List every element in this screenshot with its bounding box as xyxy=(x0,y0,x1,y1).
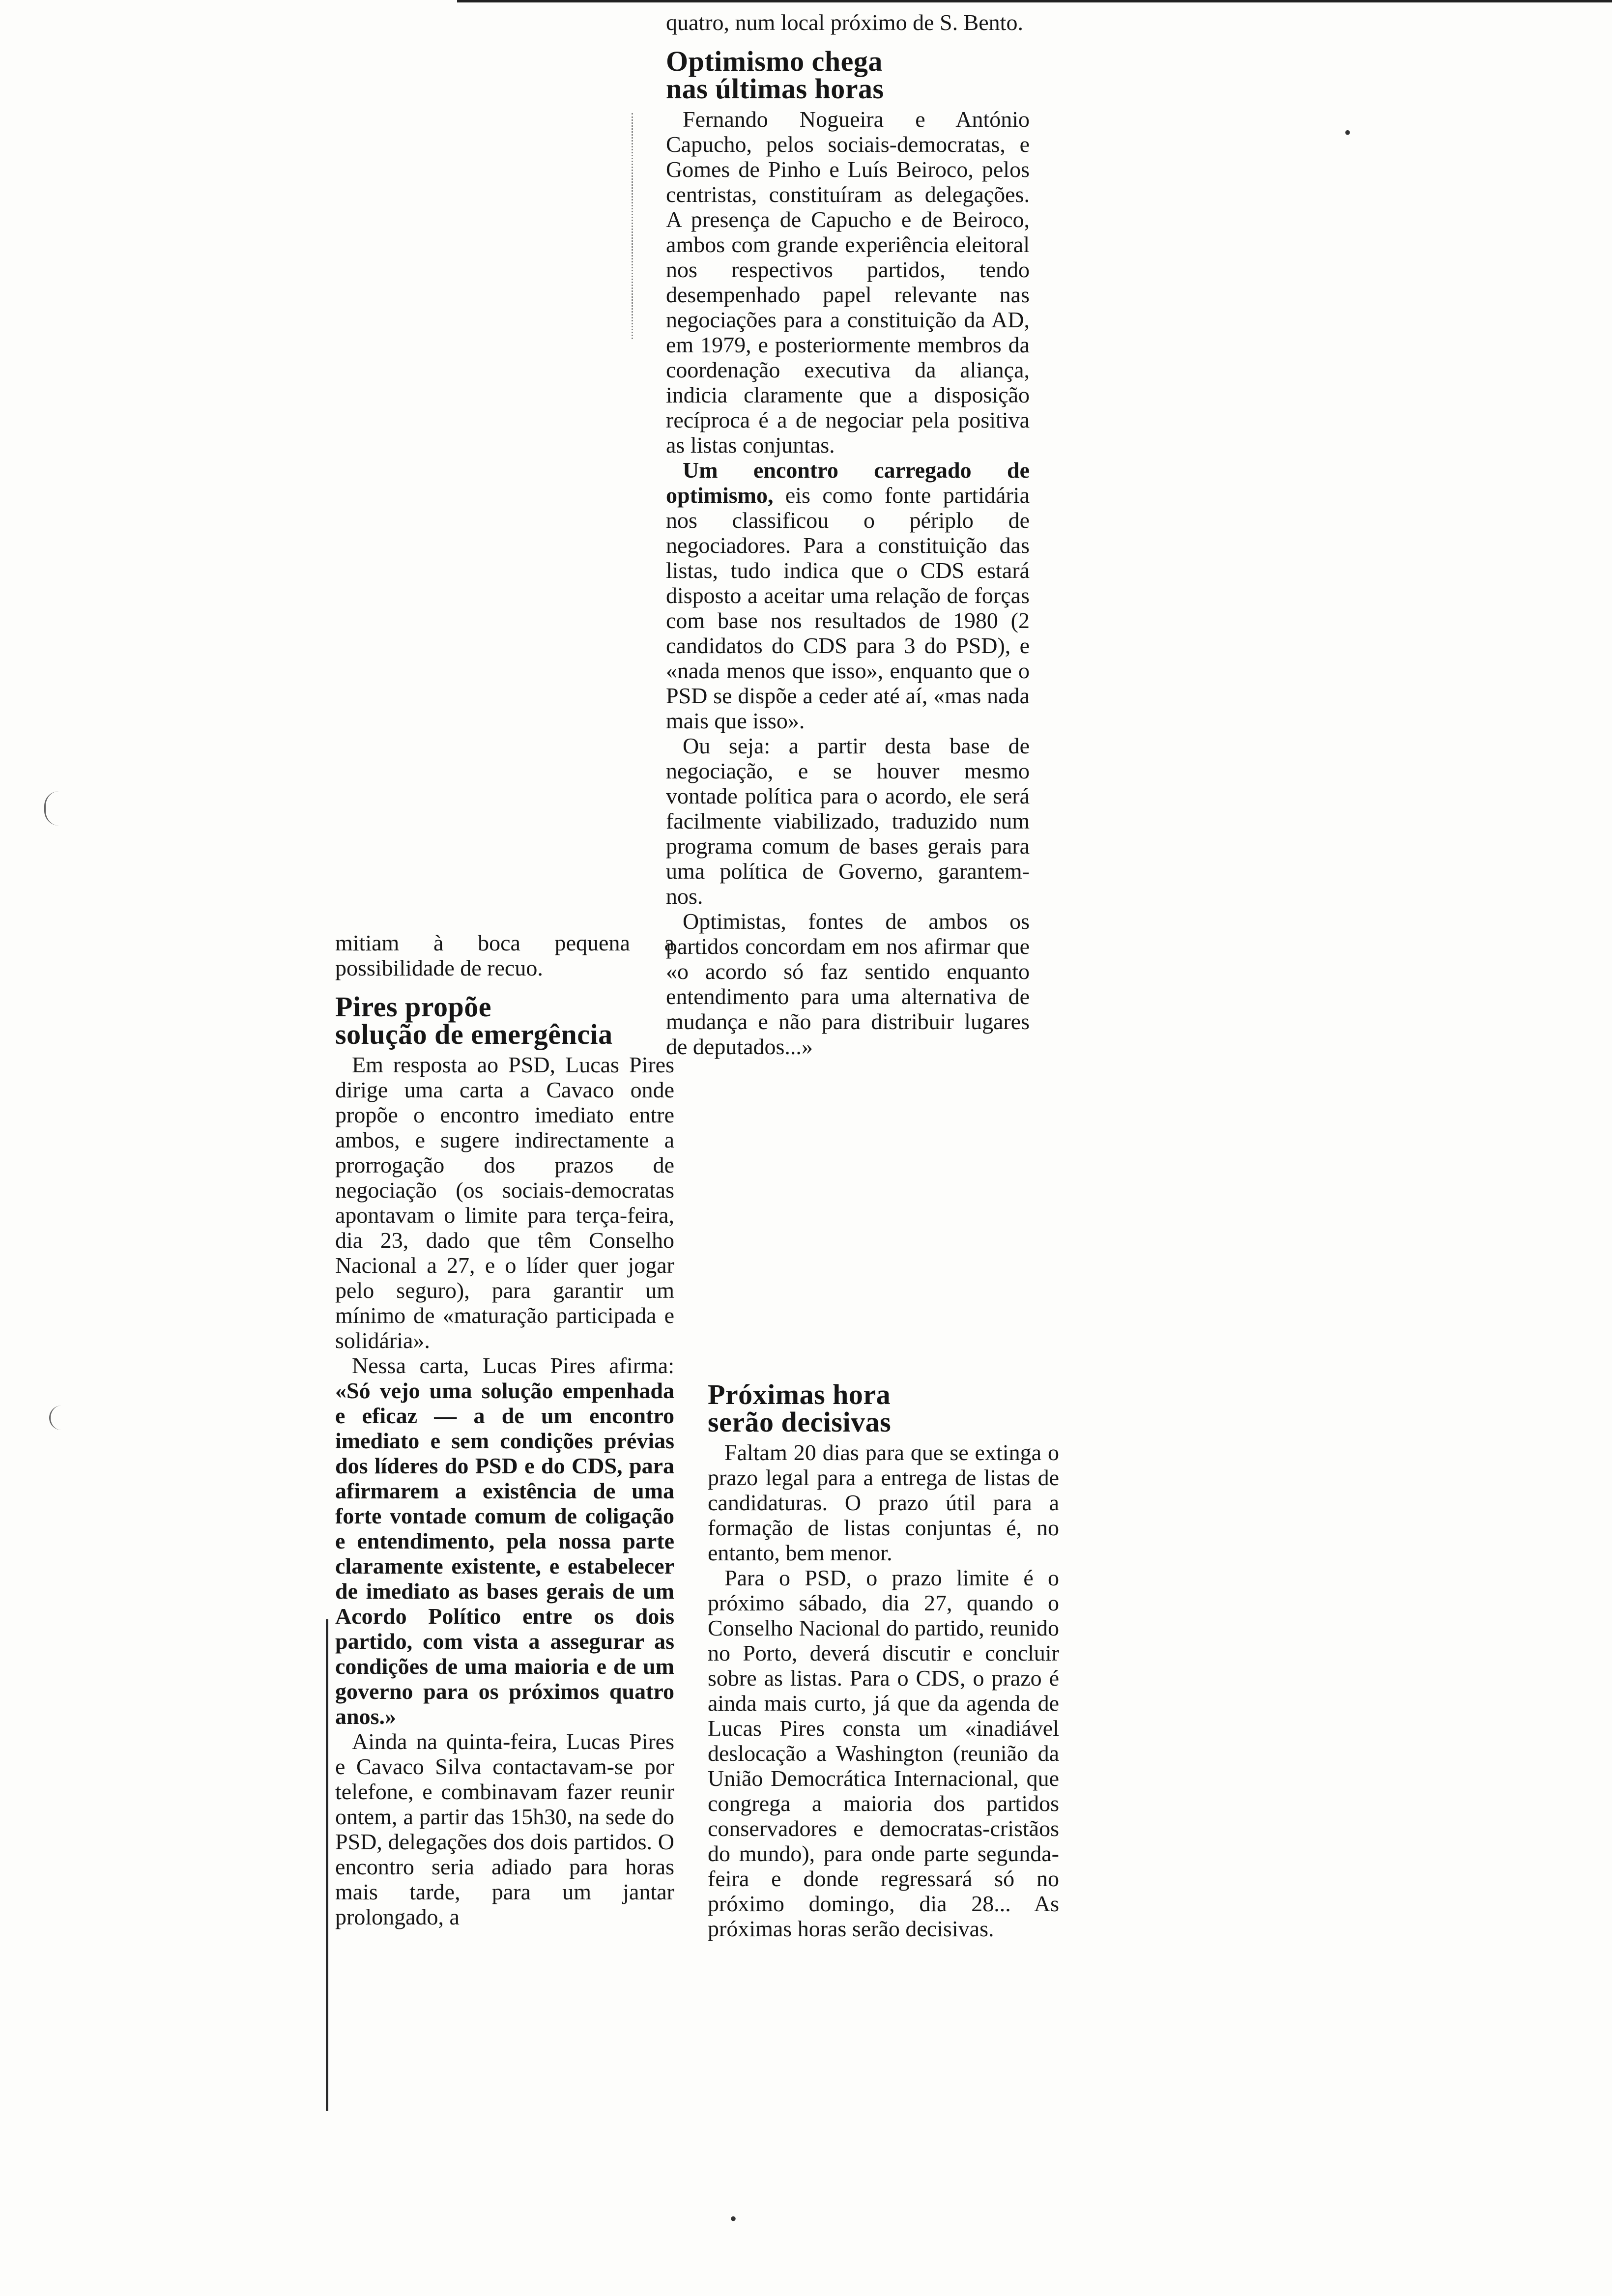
bold-lead: Um encontro carregado de optimismo, xyxy=(666,458,1030,508)
headline-optimismo xyxy=(666,45,1030,105)
article-column-left xyxy=(335,930,674,1929)
headline-proximas xyxy=(708,1378,1059,1438)
quote-bold: «Só vejo uma solução empenhada e eficaz — a de um encontro imediato e sem condições prévias dos líderes do PSD e do CDS, para afirmarem a existência de uma forte vontade comum de coligação e entendimento, pela nossa parte claramente existente, e estabelecer de imediato as bases gerais de um Acordo Político entre os dois partido, com vista a assegurar as condições de uma maioria e de um governo para os próximos quatro anos.» xyxy=(335,1378,674,1729)
intro-paragraph: quatro, num local próximo de S. Bento. xyxy=(666,10,1023,35)
paragraph: Optimistas, fontes de ambos os partidos concordam em nos afirmar que «o acordo só faz sentido enquanto entendimento para uma alternativa de mudança e não para distribuir lugares de deputados...» xyxy=(666,909,1030,1059)
top-rule xyxy=(457,0,1612,2)
headline-line: solução de emergência xyxy=(335,1018,613,1050)
article-column-middle xyxy=(666,10,1030,1059)
scan-margin-mark xyxy=(49,1406,80,1430)
paragraph: Em resposta ao PSD, Lucas Pires dirige uma carta a Cavaco onde propõe o encontro imediato entre ambos, e sugere indirectamente a prorrogação dos prazos de negociação (os sociais-democratas apontavam o limite para terça-feira, dia 23, dado que têm Conselho Nacional a 27, e o líder quer jogar pelo seguro), para garantir um mínimo de «maturação participada e solidária». xyxy=(335,1052,674,1353)
headline-line: Pires propõe xyxy=(335,991,492,1023)
headline-pires xyxy=(335,993,674,1048)
paragraph xyxy=(666,458,1030,733)
margin-dots xyxy=(632,113,635,339)
headline-line: serão decisivas xyxy=(708,1406,892,1438)
headline-line: nas últimas horas xyxy=(666,73,884,105)
paragraph: Fernando Nogueira e António Capucho, pelos sociais-democratas, e Gomes de Pinho e Luís Beiroco, pelos centristas, constituíram as delegações. A presença de Capucho e de Beiroco, ambos com grande experiência eleitoral nos respectivos partidos, tendo desempenhado papel relevante nas negociações para a constituição da AD, em 1979, e posteriormente membros da coordenação executiva da aliança, indicia claramente que a disposição recíproca é a de negociar pela positiva as listas conjuntas. xyxy=(666,107,1030,458)
paragraph-text: eis como fonte partidária nos classificou o périplo de negociadores. Para a constituição das listas, tudo indica que o CDS estará disposto a aceitar uma relação de forças com base nos resultados de 1980 (2 candidatos do CDS para 3 do PSD), e «nada menos que isso», enquanto que o PSD se dispõe a ceder até aí, «mas nada mais que isso». xyxy=(666,483,1030,733)
paragraph: Ou seja: a partir desta base de negociação, e se houver mesmo vontade política para o acordo, ele será facilmente viabilizado, traduzido num programa comum de bases gerais para uma política de Governo, garantem-nos. xyxy=(666,733,1030,909)
headline-line: Próximas hora xyxy=(708,1378,891,1410)
scan-margin-mark xyxy=(44,791,75,826)
lead-paragraph: mitiam à boca pequena a possibilidade de recuo. xyxy=(335,930,674,980)
scan-speck: • xyxy=(1344,121,1352,144)
paragraph: Faltam 20 dias para que se extinga o prazo legal para a entrega de listas de candidaturas. O prazo útil para a formação de listas conjuntas é, no entanto, bem menor. xyxy=(708,1440,1059,1565)
article-column-right xyxy=(708,1378,1059,1941)
column-rule xyxy=(326,1619,328,2111)
paragraph: Para o PSD, o prazo limite é o próximo sábado, dia 27, quando o Conselho Nacional do partido, reunido no Porto, deverá discutir e concluir sobre as listas. Para o CDS, o prazo é ainda mais curto, já que da agenda de Lucas Pires consta um «inadiável deslocação a Washington (reunião da União Democrática Internacional, que congrega a maioria dos partidos conservadores e democratas-cristãos do mundo), para onde parte segunda-feira e donde regressará só no próximo domingo, dia 28... As próximas horas serão decisivas. xyxy=(708,1565,1059,1941)
scan-speck: • xyxy=(730,2208,737,2230)
headline-line: Optimismo chega xyxy=(666,45,883,77)
paragraph xyxy=(335,1353,674,1729)
paragraph-text: Nessa carta, Lucas Pires afirma: xyxy=(352,1353,674,1378)
paragraph: Ainda na quinta-feira, Lucas Pires e Cavaco Silva contactavam-se por telefone, e combinavam fazer reunir ontem, a partir das 15h30, na sede do PSD, delegações dos dois partidos. O encontro seria adiado para horas mais tarde, para um jantar prolongado, a xyxy=(335,1729,674,1929)
